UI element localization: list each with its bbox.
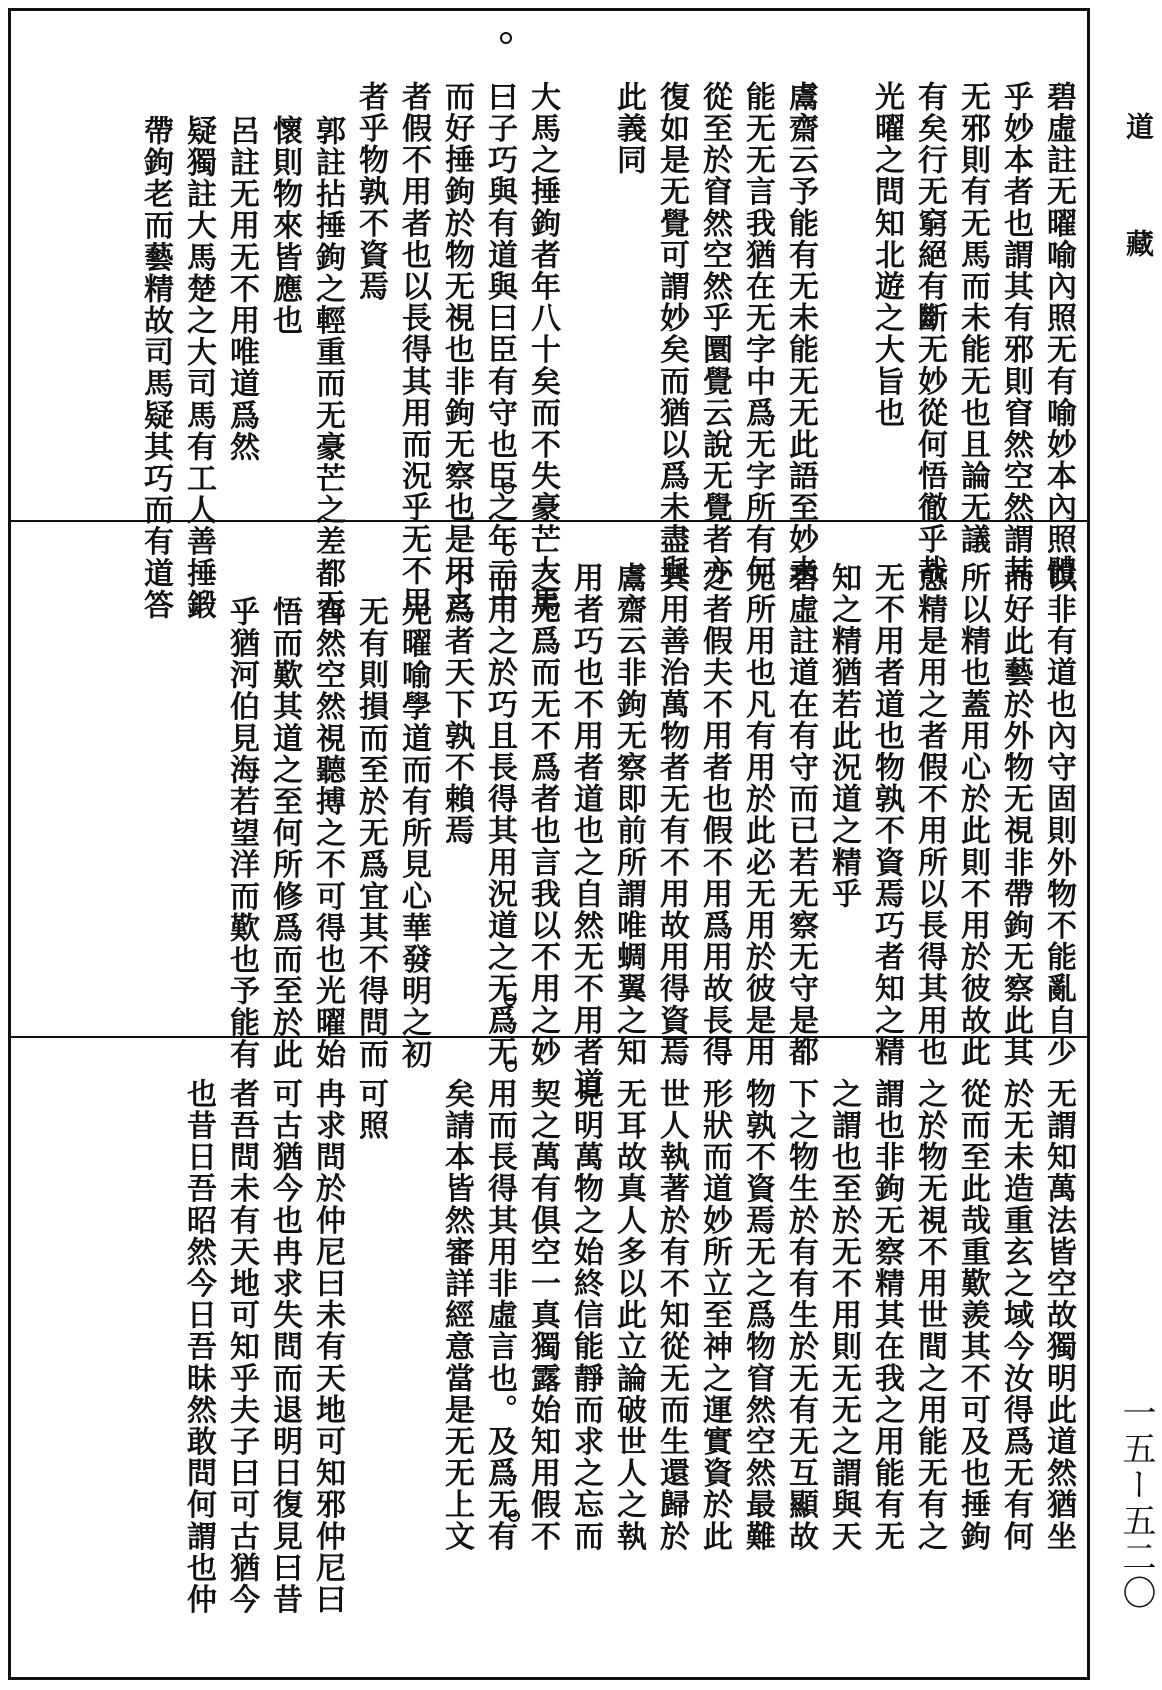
text-column: 冉求問於仲尼曰未有天地可知邪仲尼曰 (310, 1078, 345, 1616)
text-column (392, 1078, 435, 1615)
text-column: 帶鉤老而藝精故司馬疑其巧而有道答 (138, 115, 173, 621)
text-column: 懷則物來皆應也 (267, 115, 302, 337)
text-column: 用者巧也不用者道也之自然无不用者道 (568, 562, 603, 1100)
section-marker-circle (500, 32, 512, 44)
text-column: 乎妙本者也謂其有邪則窅然空然謂其 (998, 81, 1033, 587)
section-marker-circle (508, 1510, 520, 1522)
section-marker-circle (502, 544, 514, 556)
text-column: 有矣行无窮絕有斷无妙從何悟徹乎哉 (912, 81, 947, 587)
text-columns-bottom (177, 1078, 1080, 1615)
text-column: 於无未造重玄之域今汝得爲无有何 (998, 1078, 1033, 1552)
text-column: 不爲者天下孰不賴焉 (439, 562, 474, 847)
text-column: 之者假夫不用者也假不用爲用故長得 (697, 562, 732, 1068)
text-column: 矣請本皆然審詳經意當是无无上文 (439, 1078, 474, 1552)
text-column: 郭註拈捶鉤之輕重而无豪芒之差都无 (310, 115, 345, 621)
text-column: 此義同 (611, 81, 646, 176)
text-column: 光曜之問知北遊之大旨也 (869, 81, 904, 429)
text-columns-middle (220, 562, 1080, 1099)
text-column: 悟而歎其道之至何所修爲而至於此 (267, 596, 302, 1070)
text-column: 所以精也蓋用心於此則不用於彼故此 (955, 562, 990, 1068)
text-column: 无邪則有无馬而未能无也且論无議 (955, 81, 990, 555)
text-column: 乎猶河伯見海若望洋而歎也予能有 (224, 596, 259, 1070)
page-number: 一五ー五二〇 (1116, 1395, 1156, 1611)
text-column: 而好此藝於外物无視非帶鉤无察此其 (998, 562, 1033, 1068)
section-marker-circle (504, 994, 516, 1006)
text-column: 之謂也至於无不用則无无之謂與天 (826, 1078, 861, 1552)
text-column: 而用之於巧且長得其用況道之无爲无 (482, 562, 517, 1068)
text-column: 可古猶今也冉求失問而退明日復見曰昔 (267, 1078, 302, 1616)
text-column: 碧虛註道在有守而已若无察无守是都 (783, 562, 818, 1068)
text-column: 下之物生於有有生於无有无互顯故 (783, 1078, 818, 1552)
text-column: 之於物无視不用世間之用能无有之 (912, 1078, 947, 1552)
text-column: 无所用也凡有用於此必无用於彼是用 (740, 562, 775, 1068)
text-column: 者吾問未有天地可知乎夫子曰可古猶今 (224, 1078, 259, 1616)
text-column: 也昔日吾昭然今日吾昧然敢問何謂也仲 (181, 1078, 216, 1616)
panel-bottom (8, 1038, 1090, 1678)
text-column: 碧虛註无曜喻內照无有喻妙本內照體 (1041, 81, 1076, 587)
text-column: 鬳齋云非鉤无察即前所謂唯蜩翼之知 (611, 562, 646, 1068)
text-column: 无耳故真人多以此立論破世人之執 (611, 1078, 646, 1552)
text-column: 能无无言我猶在无字中爲无字所有何 (740, 81, 775, 587)
text-column: 物孰不資焉无之爲物窅然空然最難 (740, 1078, 775, 1552)
text-column: 窅然空然視聽搏之不可得也光曜始 (310, 596, 345, 1070)
text-column: 大馬之捶鉤者年八十矣而不失豪芒大馬 (525, 81, 560, 619)
panel-middle (8, 522, 1090, 1100)
text-column: 其用善治萬物者无有不用故用得資焉 (654, 562, 689, 1068)
side-title: 道 藏 (1122, 112, 1155, 285)
text-column: 用而長得其用非虛言也。及爲无有 (482, 1078, 517, 1552)
text-column: 以非有道也內守固則外物不能亂自少 (1041, 562, 1076, 1068)
text-column: 形狀而道妙所立至神之運實資於此 (697, 1078, 732, 1552)
text-column: 呂註无用无不用唯道爲然 (224, 115, 259, 463)
text-column: 世人執著於有不知從无而生還歸於 (654, 1078, 689, 1552)
text-column: 曰子巧與有道與曰臣有守也臣之年二十 (482, 81, 517, 619)
panel-top (8, 11, 1090, 621)
text-column: 无謂知萬法皆空故獨明此道然猶坐 (1041, 1078, 1076, 1552)
text-column: 者乎物孰不資焉 (353, 81, 388, 303)
text-column: 從而至此哉重歎羨其不可及也捶鉤 (955, 1078, 990, 1552)
text-column: 契之萬有俱空一真獨露始知用假不 (525, 1078, 560, 1552)
text-column: 光曜喻學道而有所見心華發明之初 (396, 596, 431, 1070)
text-column: 可照 (353, 1078, 388, 1142)
section-marker-circle (505, 1060, 517, 1072)
text-column: 而好捶鉤於物无視也非鉤无察也是用之 (439, 81, 474, 619)
text-column: 復如是无覺可謂妙矣而猶以爲未盡與 (654, 81, 689, 587)
text-column: 疑獨註大馬楚之大司馬有工人善捶鍛 (181, 115, 216, 621)
text-column: 見明萬物之始終信能靜而求之忘而 (568, 1078, 603, 1552)
text-column: 鬳齋云予能有无未能无无此語至妙未 (783, 81, 818, 587)
text-column: 謂也非鉤无察精其在我之用能有无 (869, 1078, 904, 1552)
text-column: 之无爲而无不爲者也言我以不用之妙 (525, 562, 560, 1068)
text-column: 无有則損而至於无爲宜其不得問而 (353, 596, 388, 1070)
text-column: 者假不用者也以長得其用而況乎无不用 (396, 81, 431, 619)
section-marker-circle (502, 482, 514, 494)
text-column: 知之精猶若此況道之精乎 (826, 562, 861, 910)
text-column: 從至於窅然空然乎圜覺云說无覺者亦 (697, 81, 732, 587)
text-column: 愈精是用之者假不用所以長得其用也 (912, 562, 947, 1068)
text-column: 无不用者道也物孰不資焉巧者知之精 (869, 562, 904, 1068)
